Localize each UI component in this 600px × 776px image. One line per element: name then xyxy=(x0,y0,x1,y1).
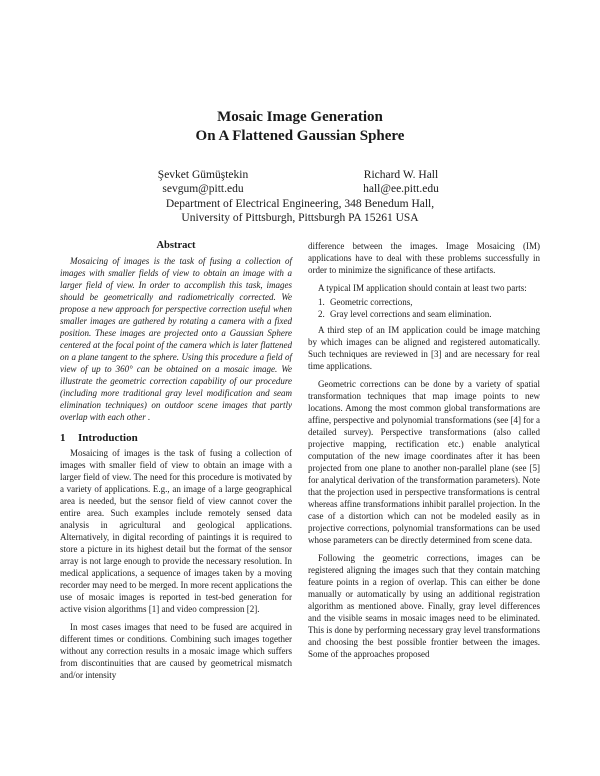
abstract-heading: Abstract xyxy=(156,240,196,251)
affiliation-line-1: Department of Electrical Engineering, 348 Benedum Hall, xyxy=(165,198,435,210)
author-1 xyxy=(138,168,268,196)
left-column xyxy=(60,240,292,681)
intro-section-number: 1 xyxy=(60,432,66,444)
author-2 xyxy=(336,168,466,196)
intro-section-title: Introduction xyxy=(78,432,138,444)
paper-title xyxy=(0,108,600,146)
right-column xyxy=(308,240,540,660)
list-item xyxy=(308,296,540,308)
right-paragraph-5: Following the geometric corrections, images can be registered aligning the images such that they contain matching feature points in a region of overlap. This can either be done manually or automatically by using an additional registration algorithm as mentioned above. Finally, gray level differences and the visible seams in mosaic images need to be eliminated. This is done by performing necessary gray level transformations and choosing the best possible frontier between the images. Some of the approaches proposed xyxy=(308,553,540,659)
parts-list xyxy=(308,296,540,320)
affiliation-line-2: University of Pittsburgh, Pittsburgh PA 15261 USA xyxy=(181,212,419,224)
list-item-number: 1. xyxy=(318,297,325,307)
list-item-text: Gray level corrections and seam elimination. xyxy=(330,309,492,319)
author-2-name: Richard W. Hall xyxy=(363,169,439,181)
intro-heading xyxy=(60,432,292,444)
right-paragraph-1: difference between the images. Image Mosaicing (IM) applications have to deal with these problems successfully in order to minimize the significance of these artifacts. xyxy=(308,241,540,275)
intro-paragraph-2: In most cases images that need to be fused are acquired in different times or conditions. Combining such images together without any correction results in a mosaic image which suffers from discontinuities that are caused by geometrical mismatch and/or intensity xyxy=(60,622,292,680)
abstract-text: Mosaicing of images is the task of fusing a collection of images with smaller fields of view to obtain an image with a larger field of view. In order to accomplish this task, images should be geometrically and radiometrically corrected. We propose a new approach for perspective correction useful when smaller images are gathered by rotating a camera with a fixed position. These images are projected onto a Gaussian Sphere centered at the focal point of the camera which is later flattened on a plane tangent to the sphere. Using this procedure a field of view of up to 360° can be obtained on a mosaic image. We illustrate the geometric correction capability of our procedure (including more traditional gray level modification and seam elimination techniques) on outdoor scene images that partly overlap with each other . xyxy=(60,256,292,422)
author-2-email: hall@ee.pitt.edu xyxy=(363,183,439,195)
title-line-2: On A Flattened Gaussian Sphere xyxy=(195,128,405,144)
list-item-number: 2. xyxy=(318,309,325,319)
right-paragraph-2: A typical IM application should contain at least two parts: xyxy=(318,283,527,293)
intro-paragraph-1: Mosaicing of images is the task of fusing a collection of images with smaller field of view to obtain an image with a larger field of view. The need for this procedure is motivated by a variety of applications. E.g., an image of a large geographical area is needed, but the sensor field of view cannot cover the entire area. Such examples include remotely sensed data analysis in agricultural and geological applications. Alternatively, in digital recording of paintings it is required to store a picture in its highest detail but the format of the sensor array is not large enough to provide the necessary resolution. In medical applications, a sequence of images taken by a moving recorder may need to be merged. In more recent applications the use of mosaic images is reported in test-bed generation for active vision algorithms [1] and video compression [2]. xyxy=(60,448,292,614)
list-item xyxy=(308,308,540,320)
right-paragraph-3: A third step of an IM application could be image matching by which images can be aligned and registered automatically. Such techniques are reviewed in [3] and are necessary for real time applications. xyxy=(308,325,540,371)
list-item-text: Geometric corrections, xyxy=(330,297,413,307)
author-1-email: sevgum@pitt.edu xyxy=(162,183,244,195)
affiliation xyxy=(0,197,600,225)
title-line-1: Mosaic Image Generation xyxy=(217,109,383,125)
right-paragraph-4: Geometric corrections can be done by a variety of spatial transformation techniques that map image points to new locations. Among the most common global transformations are affine, perspective and polynomial transformations (see [4] for a detailed survey). Perspective transformations (also called projective mapping, rectification etc.) enable analytical computation of the new image coordinates after it has been projected from one plane to another non-parallel plane (see [5] for analytical derivation of the transformation parameters). Note that the projection used in perspective transformations is central whereas affine transformations inhibit parallel projection. In the case of a distortion which can not be modeled easily as in projective corrections, polynomial transformations can be used whose parameters can be directly determined from scene data. xyxy=(308,379,541,545)
author-1-name: Şevket Gümüştekin xyxy=(157,169,249,181)
